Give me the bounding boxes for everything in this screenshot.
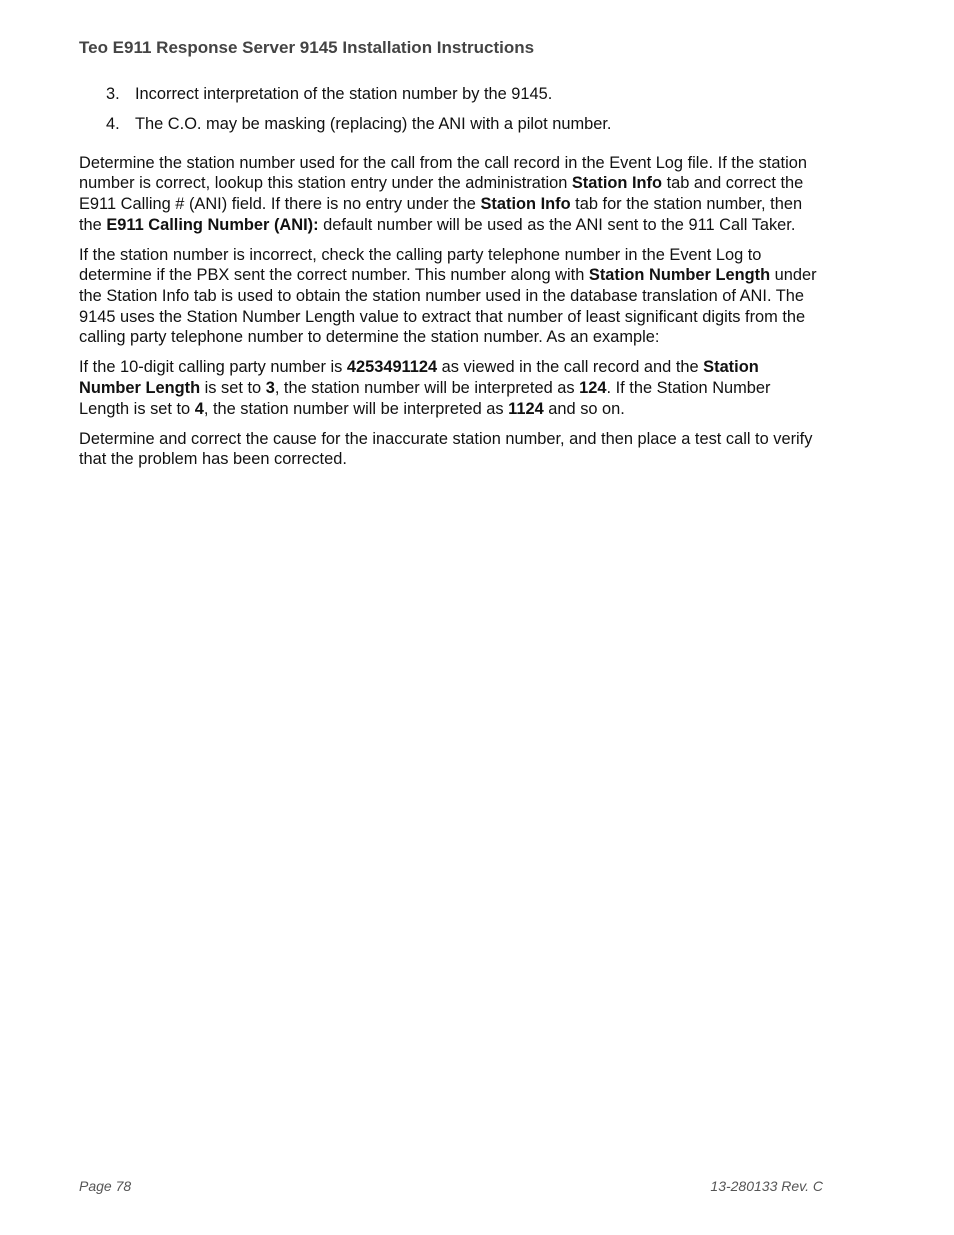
- footer-page-number: Page 78: [79, 1178, 132, 1194]
- bold-text: 3: [265, 378, 275, 397]
- text-segment: Determine the station number used for the call from the call record in the Event Log file. If the station number is correct, lookup this station entry under the administration: [79, 153, 807, 193]
- bold-text: Station Info: [571, 174, 663, 193]
- bold-text: Station Number Length: [588, 266, 771, 285]
- text-segment: If the 10-digit calling party number is: [79, 358, 347, 377]
- paragraph-correct-cause: [79, 429, 824, 470]
- text-segment: If the station number is incorrect, check the calling party telephone number in the Event Log to determine if the PBX sent the correct number. This number along with: [79, 245, 762, 285]
- page-header-title: Teo E911 Response Server 9145 Installation Instructions: [79, 38, 535, 57]
- bold-text: 4: [194, 399, 204, 418]
- bold-text: 1124: [508, 399, 544, 418]
- text-segment: default number will be used as the ANI sent to the 911 Call Taker.: [318, 215, 796, 234]
- bold-text: 4253491124: [346, 358, 438, 377]
- paragraph-incorrect-station: [79, 245, 824, 348]
- bold-text: Station Info: [480, 194, 571, 213]
- footer-doc-number: 13-280133 Rev. C: [710, 1178, 823, 1194]
- text-segment: tab for the station number, then the: [79, 194, 803, 234]
- text-segment: Determine and correct the cause for the inaccurate station number, and then place a test call to verify that the problem has been corrected.: [79, 429, 813, 469]
- list-item-number: 3.: [106, 85, 120, 103]
- text-segment: under the Station Info tab is used to obtain the station number used in the database translation of ANI. The 9145 uses the Station Number Length value to extract that number of least significant digits from the calling party telephone number to determine the station number. As an example:: [79, 266, 817, 347]
- text-segment: , the station number will be interpreted as: [274, 378, 580, 397]
- list-item: [79, 114, 824, 135]
- bold-text: E911 Calling Number (ANI):: [106, 215, 319, 234]
- bold-text: 124: [579, 378, 607, 397]
- text-segment: is set to: [200, 378, 266, 397]
- bold-text: Station Number Length: [79, 358, 759, 397]
- text-segment: , the station number will be interpreted as: [203, 399, 509, 418]
- body-content: [79, 84, 824, 479]
- list-item-number: 4.: [106, 115, 120, 134]
- paragraph-example: [79, 357, 824, 419]
- text-segment: . If the Station Number Length is set to: [79, 378, 771, 418]
- paragraph-station-lookup: [79, 153, 824, 235]
- list-item-text: The C.O. may be masking (replacing) the ANI with a pilot number.: [135, 115, 612, 134]
- text-segment: and so on.: [543, 399, 625, 418]
- list-item: [79, 84, 824, 105]
- list-item-text: Incorrect interpretation of the station number by the 9145.: [135, 85, 553, 103]
- text-segment: as viewed in the call record and the: [437, 358, 704, 377]
- numbered-list: [79, 84, 824, 135]
- text-segment: tab and correct the E911 Calling # (ANI) field. If there is no entry under the: [79, 174, 804, 213]
